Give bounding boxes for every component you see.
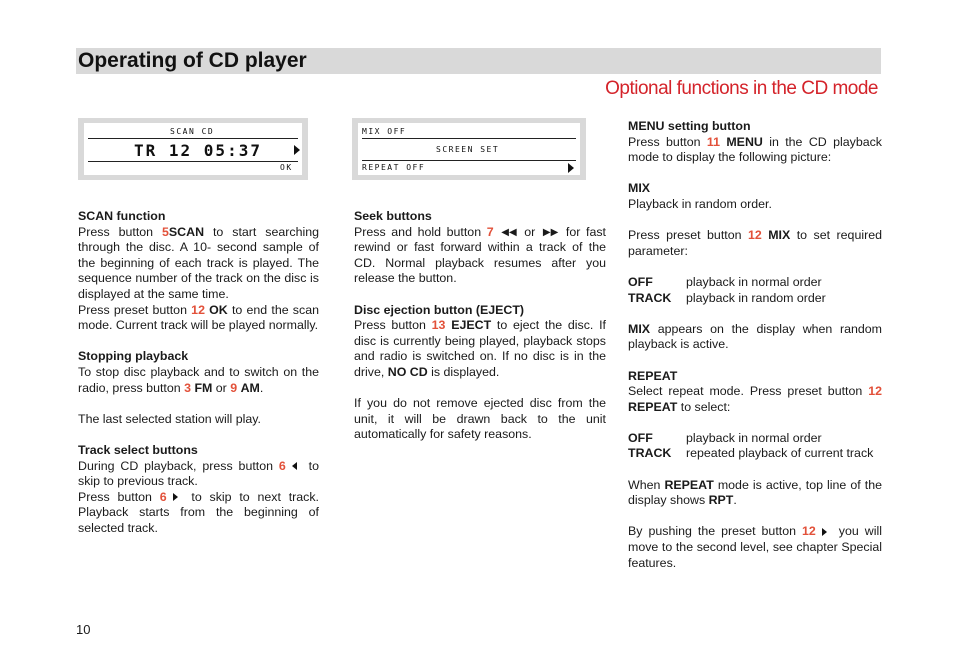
spacer bbox=[628, 462, 882, 478]
column-middle bbox=[354, 209, 606, 443]
text: Press button bbox=[78, 489, 160, 504]
button-key: MIX bbox=[768, 228, 791, 243]
button-key: REPEAT bbox=[628, 399, 678, 414]
repeat-paragraph bbox=[628, 384, 882, 415]
text: Press button bbox=[354, 318, 432, 333]
button-key: SCAN bbox=[168, 224, 205, 239]
spacer bbox=[628, 166, 882, 182]
rewind-icon: ◀◀ bbox=[501, 226, 517, 238]
spacer bbox=[78, 396, 319, 412]
button-number: 12 bbox=[802, 524, 816, 539]
arrow-right-icon bbox=[173, 493, 178, 501]
text: appears on the display when random playback is active. bbox=[628, 321, 882, 352]
cd-display-scan bbox=[78, 118, 308, 180]
page-number: 10 bbox=[76, 622, 91, 637]
spacer bbox=[354, 287, 606, 303]
arrow-right-icon bbox=[822, 528, 827, 536]
last-station-text: The last selected station will play. bbox=[78, 411, 261, 426]
button-number: 12 bbox=[868, 384, 882, 399]
button-number: 13 bbox=[431, 318, 446, 333]
spacer bbox=[78, 334, 319, 350]
track-next-paragraph bbox=[78, 490, 319, 537]
text: Press and hold button bbox=[354, 224, 487, 239]
text: to eject the disc. If disc is currently being played, playback stops and radio is switched on. If no disc is in the drive, bbox=[354, 318, 606, 380]
rpt-label: RPT bbox=[708, 493, 734, 508]
lcd-mix-text: MIX OFF bbox=[362, 127, 407, 136]
option-term: TRACK bbox=[628, 290, 672, 305]
button-number: 5 bbox=[162, 224, 169, 239]
button-number: 6 bbox=[278, 458, 286, 473]
text: By pushing the preset button bbox=[628, 524, 802, 539]
page-title: Operating of CD player bbox=[78, 49, 307, 72]
option-desc: playback in random order bbox=[686, 290, 826, 305]
spacer bbox=[628, 509, 882, 525]
menu-heading: MENU setting button bbox=[628, 119, 751, 133]
fast-forward-icon: ▶▶ bbox=[542, 226, 559, 238]
text: for fast rewind or fast forward within a track of the CD. Normal playback resumes after you release the button. bbox=[354, 224, 606, 286]
arrow-right-icon bbox=[294, 145, 300, 155]
button-number: 11 bbox=[706, 134, 720, 149]
spacer bbox=[628, 415, 882, 431]
spacer bbox=[354, 381, 606, 397]
text: to start searching through the disc. A 10- second sample of the beginning of each track is played. The sequence number of the track on the disc is displayed at the same time. bbox=[78, 224, 320, 301]
button-key: MENU bbox=[726, 134, 763, 149]
spacer bbox=[628, 213, 882, 229]
eject-paragraph bbox=[354, 318, 606, 380]
button-number: 12 bbox=[191, 302, 205, 317]
spacer bbox=[628, 353, 882, 369]
eject-heading: Disc ejection button (EJECT) bbox=[354, 302, 525, 317]
push-paragraph bbox=[628, 524, 882, 571]
column-left bbox=[78, 209, 319, 536]
text: you will move to the second level, see chapter Special features. bbox=[628, 524, 882, 570]
mix-heading: MIX bbox=[628, 181, 651, 196]
seek-paragraph bbox=[354, 225, 606, 287]
text: Press preset button bbox=[628, 228, 748, 243]
option-term: OFF bbox=[628, 274, 653, 289]
text: . bbox=[733, 493, 737, 508]
option-desc: repeated playback of current track bbox=[686, 446, 874, 461]
repeat-active-paragraph bbox=[628, 478, 882, 509]
repeat-option-track bbox=[628, 446, 882, 462]
text: Press button bbox=[628, 134, 707, 149]
track-prev-paragraph bbox=[78, 459, 319, 490]
button-key: EJECT bbox=[451, 318, 492, 333]
lcd-divider bbox=[362, 160, 576, 161]
button-number: 9 bbox=[230, 380, 238, 395]
column-right bbox=[628, 119, 882, 571]
mix-options bbox=[628, 275, 882, 306]
repeat-option-off bbox=[628, 431, 882, 447]
text: or bbox=[212, 380, 231, 395]
lcd-divider bbox=[362, 138, 576, 139]
scan-paragraph bbox=[78, 225, 319, 303]
lcd-divider bbox=[88, 138, 298, 139]
seek-heading: Seek buttons bbox=[354, 209, 432, 223]
text: To stop disc playback and to switch on the radio, press button bbox=[78, 364, 319, 395]
button-key: FM bbox=[194, 380, 213, 395]
spacer bbox=[78, 427, 319, 443]
section-subtitle: Optional functions in the CD mode bbox=[605, 78, 878, 99]
button-key: AM bbox=[240, 380, 260, 395]
lcd-screen bbox=[84, 123, 302, 175]
no-cd-label: NO CD bbox=[387, 365, 428, 380]
mix-desc: Playback in random order. bbox=[628, 196, 772, 211]
arrow-right-icon bbox=[568, 163, 574, 173]
lcd-divider bbox=[88, 161, 298, 162]
repeat-heading: REPEAT bbox=[628, 368, 678, 383]
text: to set required parameter: bbox=[628, 228, 882, 258]
button-number: 12 bbox=[747, 228, 762, 243]
stop-paragraph bbox=[78, 365, 319, 396]
mix-option-off bbox=[628, 275, 882, 291]
text: to end the scan mode. Current track will be played normally. bbox=[78, 302, 319, 333]
text: Press button bbox=[78, 224, 163, 239]
text: Select repeat mode. Press preset button bbox=[628, 384, 869, 399]
button-key: OK bbox=[209, 302, 228, 317]
option-desc: playback in normal order bbox=[686, 430, 822, 445]
lcd-screen bbox=[358, 123, 580, 175]
text: to skip to next track. Playback starts from the beginning of selected track. bbox=[78, 489, 319, 535]
text: is displayed. bbox=[427, 365, 500, 380]
repeat-options bbox=[628, 431, 882, 462]
button-number: 7 bbox=[486, 224, 494, 239]
safety-note: If you do not remove ejected disc from the unit, it will be drawn back to the unit automatically for safety reasons. bbox=[354, 396, 606, 442]
button-number: 6 bbox=[159, 489, 167, 504]
text: mode is active, top line of the display shows bbox=[628, 477, 882, 508]
cd-display-mix bbox=[352, 118, 586, 180]
lcd-repeat-text: REPEAT OFF bbox=[362, 163, 426, 172]
text: Press preset button bbox=[78, 302, 192, 317]
option-term: TRACK bbox=[628, 446, 672, 461]
spacer bbox=[628, 306, 882, 322]
arrow-left-icon bbox=[292, 462, 297, 470]
option-term: OFF bbox=[628, 430, 653, 445]
text: When bbox=[628, 477, 665, 492]
scan-heading: SCAN function bbox=[78, 209, 166, 223]
mix-active-paragraph bbox=[628, 322, 882, 353]
mix-option-track bbox=[628, 291, 882, 307]
scan-end-paragraph bbox=[78, 303, 319, 334]
lcd-screen-set-text: SCREEN SET bbox=[436, 145, 500, 154]
option-desc: playback in normal order bbox=[686, 274, 822, 289]
text: or bbox=[518, 224, 541, 239]
mix-paragraph bbox=[628, 228, 882, 259]
text: to select: bbox=[677, 399, 731, 414]
text: . bbox=[259, 380, 264, 395]
lcd-main-text: TR 12 05:37 bbox=[134, 141, 262, 160]
track-heading: Track select buttons bbox=[78, 442, 198, 457]
text: to skip to previous track. bbox=[78, 458, 320, 489]
text: During CD playback, press button bbox=[78, 458, 279, 473]
text: in the CD playback mode to display the following picture: bbox=[628, 134, 882, 165]
button-number: 3 bbox=[184, 380, 191, 395]
stop-heading: Stopping playback bbox=[78, 349, 189, 364]
button-key: REPEAT bbox=[664, 477, 714, 492]
lcd-ok-text: OK bbox=[280, 163, 293, 172]
menu-paragraph bbox=[628, 135, 882, 166]
spacer bbox=[628, 259, 882, 275]
button-key: MIX bbox=[628, 321, 651, 336]
lcd-top-text: SCAN CD bbox=[170, 127, 215, 136]
